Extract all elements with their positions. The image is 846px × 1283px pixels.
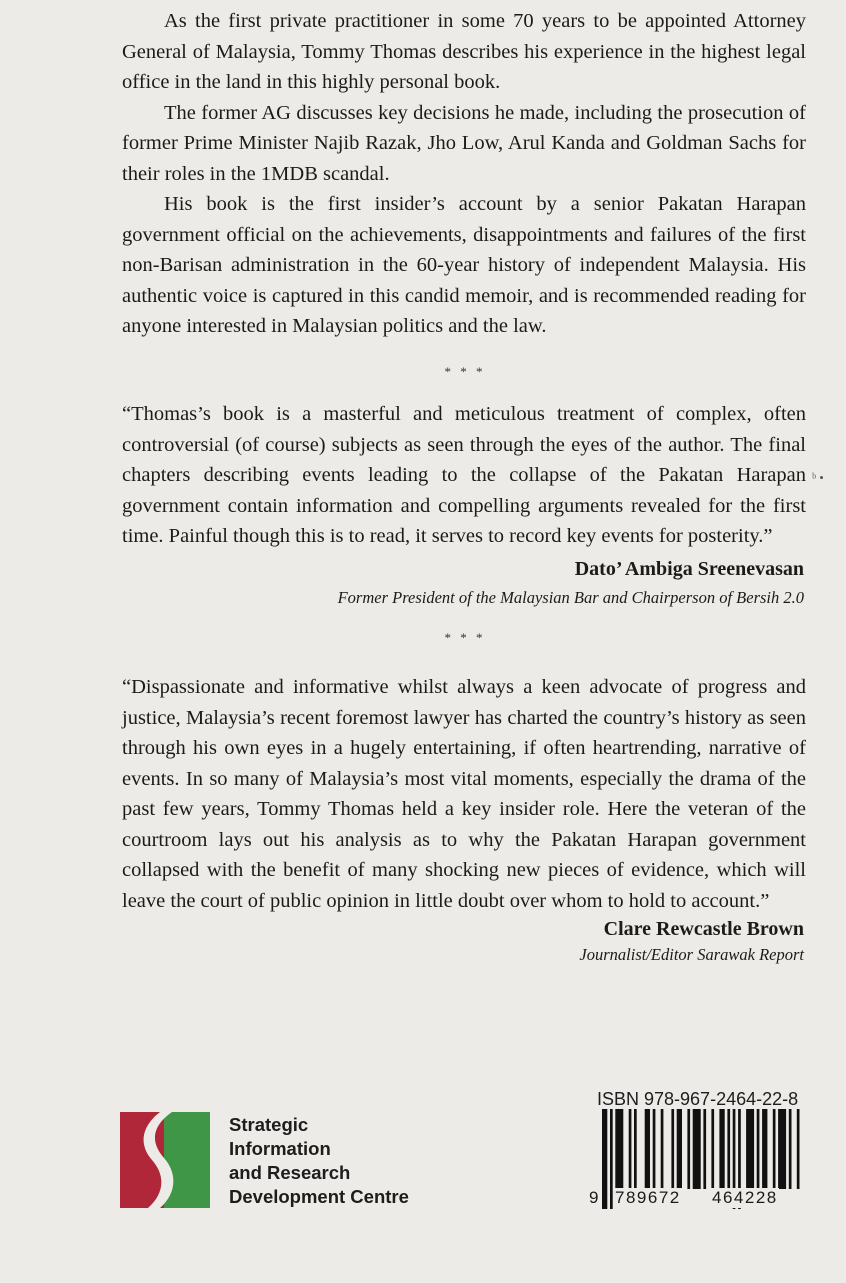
barcode-bar [797, 1109, 800, 1189]
barcode-bar [746, 1109, 754, 1189]
barcode-bar [661, 1109, 664, 1189]
testimonial-1-author-title: Former President of the Malaysian Bar and Chairperson of Bersih 2.0 [337, 588, 804, 607]
publisher-name-line-3: and Research [229, 1162, 351, 1183]
blurb-paragraph-1: As the first private practitioner in some 70 years to be appointed Attorney General of Malaysia, Tommy Thomas describes his experience in the highest legal office in the land in this highly personal book. [122, 10, 806, 93]
testimonial-1-quote: “Thomas’s book is a masterful and meticulous treatment of complex, often controversial (of course) subjects as seen through the eyes of the author. The final chapters describing events leading to the collapse of the Pakatan Harapan government contain information and compelling arguments revealed for the first time. Painful though this is to read, it serves to record key events for posterity.” [122, 403, 806, 547]
barcode-bar [671, 1109, 674, 1189]
isbn-label: ISBN 978-967-2464-22-8 [597, 1089, 799, 1109]
barcode-digits-right: 464228 [712, 1188, 778, 1207]
barcode-digit-lead: 9 [589, 1188, 599, 1207]
testimonial-2-author: Clare Rewcastle Brown [603, 918, 804, 940]
barcode-bar [762, 1109, 767, 1189]
testimonial-1 [122, 399, 806, 552]
barcode-bar [693, 1109, 701, 1189]
logo-green-block [164, 1112, 210, 1208]
barcode-digits-left: 789672 [615, 1188, 681, 1207]
barcode-bar [645, 1109, 650, 1189]
barcode-bar [711, 1109, 714, 1189]
barcode-bar [773, 1109, 776, 1189]
barcode-bar [677, 1109, 682, 1189]
publisher-name-line-2: Information [229, 1138, 331, 1159]
publisher-name-line-1: Strategic [229, 1114, 309, 1135]
publisher-name-line-4: Development Centre [229, 1186, 409, 1207]
barcode-bar [634, 1109, 637, 1189]
barcode-bar [757, 1109, 760, 1189]
publisher-logo [120, 1112, 210, 1208]
barcode-digits [589, 1188, 808, 1212]
testimonial-2-author-title: Journalist/Editor Sarawak Report [579, 945, 804, 964]
testimonial-2 [122, 672, 806, 916]
barcode-bar [727, 1109, 730, 1189]
section-separator-2: * * * [444, 630, 486, 645]
barcode-bar [615, 1109, 623, 1189]
barcode-bar [789, 1109, 792, 1189]
barcode-bar [719, 1109, 724, 1189]
blurb-section [122, 6, 806, 342]
section-separator-1: * * * [444, 364, 486, 379]
barcode-bar [778, 1109, 786, 1189]
publisher-name [229, 1113, 409, 1209]
testimonial-1-author: Dato’ Ambiga Sreenevasan [574, 558, 804, 580]
margin-mark: ᵇ • [812, 470, 824, 485]
testimonial-2-quote: “Dispassionate and informative whilst always a keen advocate of progress and justice, Malaysia’s recent foremost lawyer has charted the country’s history as seen through his own eyes in a hugely entertaining, if often heartrending, narrative of events. In so many of Malaysia’s most vital moments, especially the drama of the past few years, Tommy Thomas held a key insider role. Here the veteran of the courtroom lays out his analysis as to why the Pakatan Harapan government collapsed with the benefit of many shocking new pieces of evidence, which will leave the court of public opinion in little doubt over whom to hold to account.” [122, 676, 806, 912]
blurb-paragraph-2: The former AG discusses key decisions he made, including the prosecution of former Prime Minister Najib Razak, Jho Low, Arul Kanda and Goldman Sachs for their roles in the 1MDB scandal. [122, 101, 806, 185]
barcode-bar [653, 1109, 656, 1189]
barcode-bar [629, 1109, 632, 1189]
barcode-bar [687, 1109, 690, 1189]
blurb-paragraph-3: His book is the first insider’s account by a senior Pakatan Harapan government official on the achievements, disappointments and failures of the first non-Barisan administration in the 60-year history of independent Malaysia. His authentic voice is captured in this candid memoir, and is recommended reading for anyone interested in Malaysian politics and the law. [122, 193, 806, 337]
barcode-bar [703, 1109, 706, 1189]
